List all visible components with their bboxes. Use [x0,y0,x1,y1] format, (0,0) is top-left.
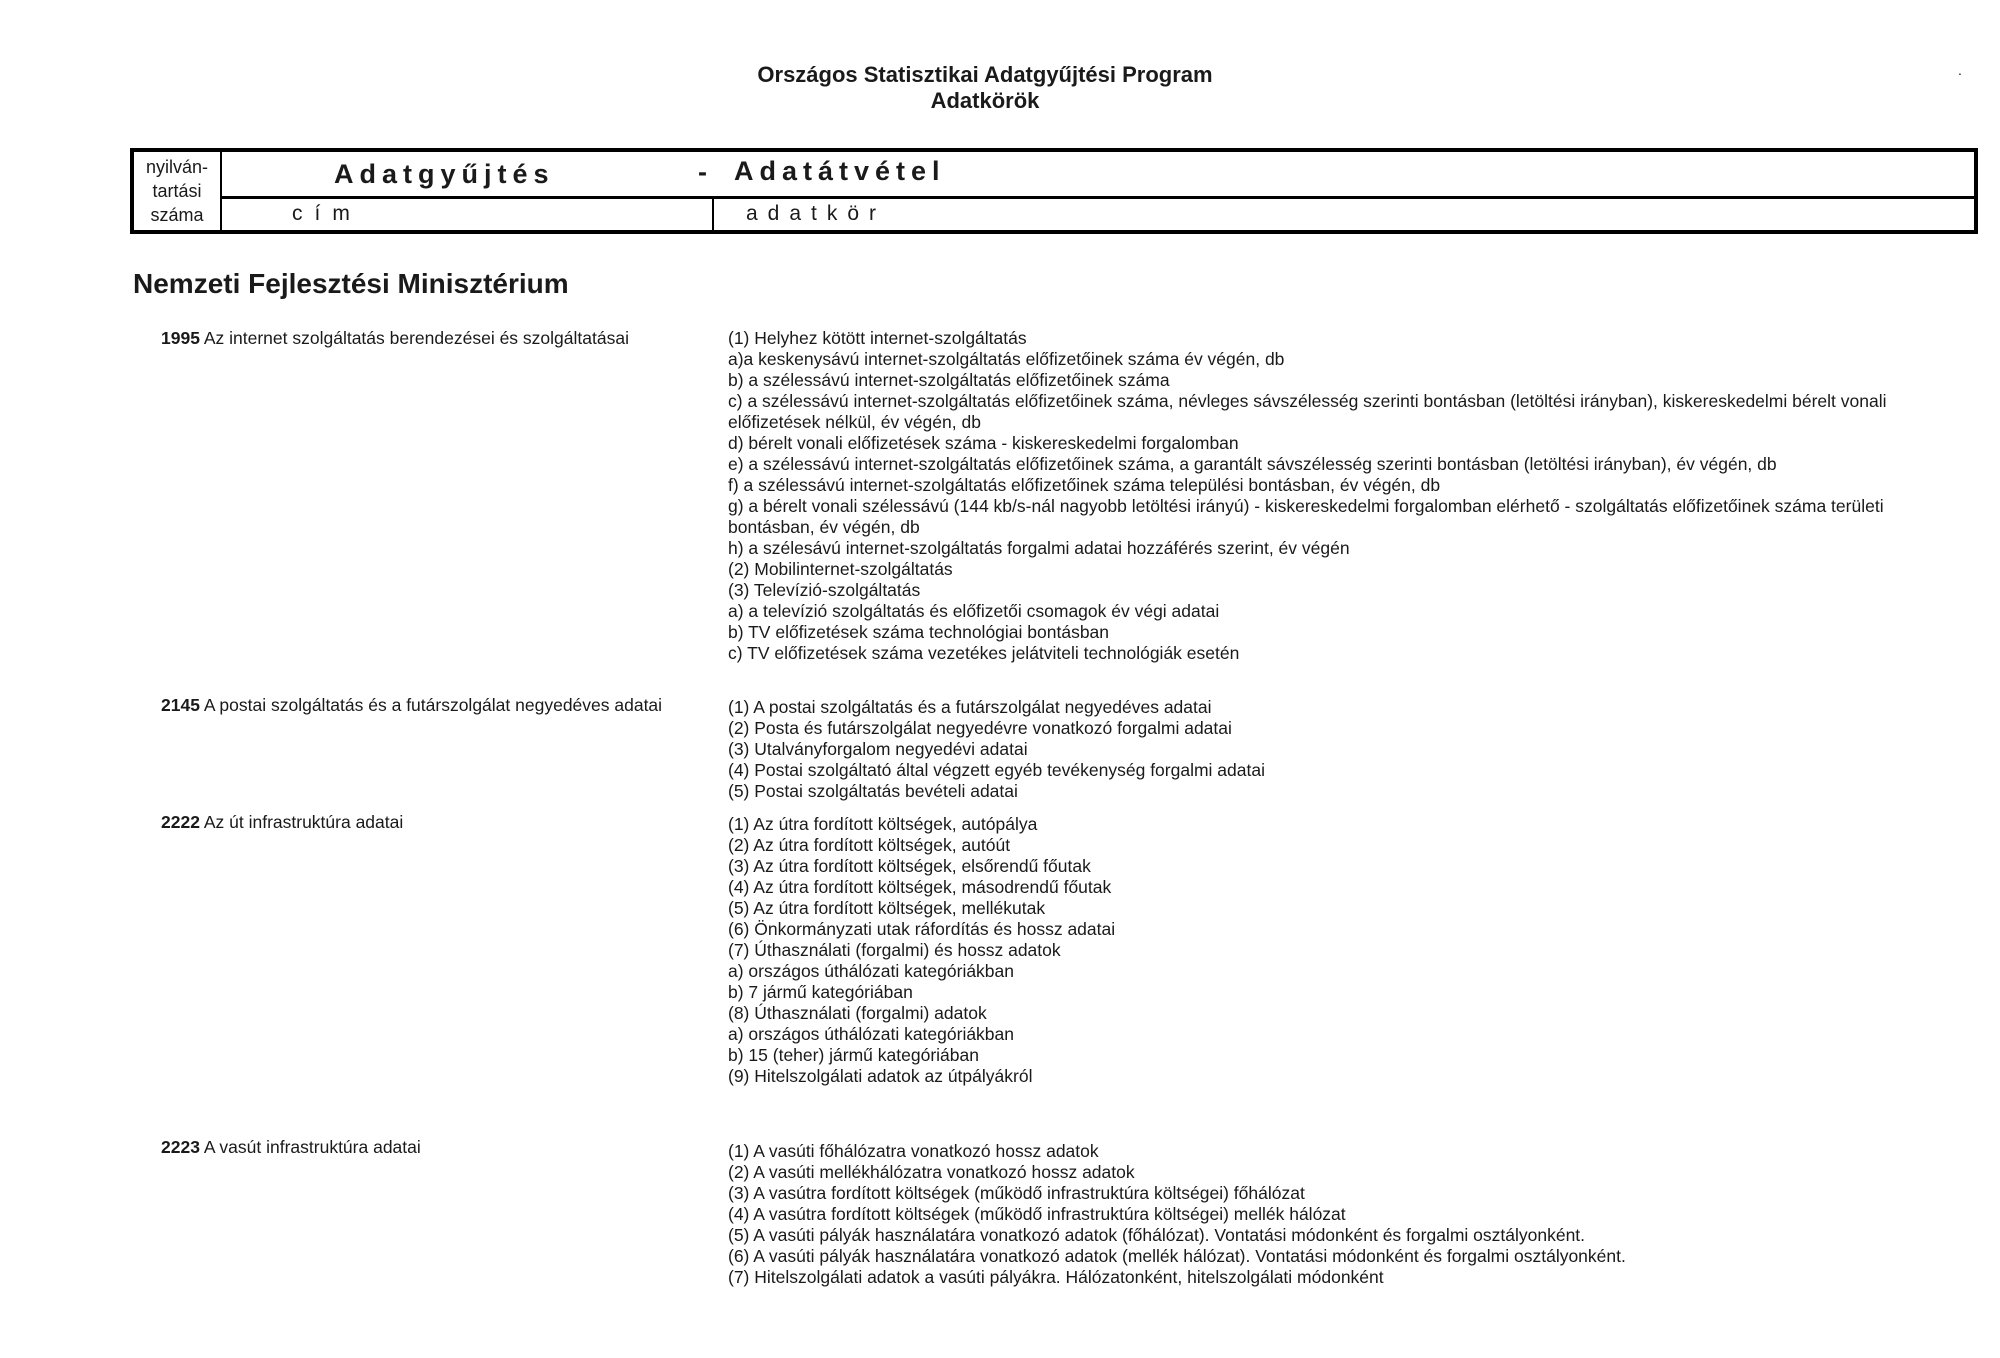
title-column-label: cím [292,202,362,225]
registration-number-label: nyilván- tartási száma [134,152,222,230]
transfer-label: Adatátvétel [734,156,946,186]
list-item: (5) A vasúti pályák használatára vonatkozó adatok (főhálózat). Vontatási módonként és forgalmi osztályonként. [728,1225,1586,1245]
table-header [130,148,1978,234]
header-divider-horizontal [222,196,1974,199]
list-item: (3) A vasútra fordított költségek (működő infrastruktúra költségei) főhálózat [728,1183,1305,1203]
list-item: c) a szélessávú internet-szolgáltatás előfizetőinek száma, névleges sávszélesség szerinti bontásban (letöltési irányban), kiskereskedelmi bérelt vonali előfizetések nélkül, év végén, db [728,391,1887,432]
list-item: (2) A vasúti mellékhálózatra vonatkozó hossz adatok [728,1162,1135,1182]
list-item: (6) Önkormányzati utak ráfordítás és hossz adatai [728,919,1116,939]
list-item: a) a televízió szolgáltatás és előfizetői csomagok év végi adatai [728,601,1220,621]
entry-title: A vasút infrastruktúra adatai [203,1137,421,1157]
list-item: b) a szélessávú internet-szolgáltatás előfizetőinek száma [728,370,1170,390]
list-item: g) a bérelt vonali szélessávú (144 kb/s-nál nagyobb letöltési irányú) - kiskereskedelmi forgalomban elérhető - szolgáltatás előfizetőinek száma területi bontásban, év végén, db [728,496,1884,537]
list-item: (4) Postai szolgáltató által végzett egyéb tevékenység forgalmi adatai [728,760,1265,780]
list-item: (6) A vasúti pályák használatára vonatkozó adatok (mellék hálózat). Vontatási módonként és forgalmi osztályonként. [728,1246,1626,1266]
entry-2222-items [728,814,1968,1087]
title-line-1: Országos Statisztikai Adatgyűjtési Program [757,62,1213,87]
list-item: (7) Hitelszolgálati adatok a vasúti pályákra. Hálózatonként, hitelszolgálati módonként [728,1267,1384,1287]
entry-2145-title [161,695,662,716]
list-item: (4) Az útra fordított költségek, másodrendű főutak [728,877,1112,897]
list-item: f) a szélessávú internet-szolgáltatás előfizetőinek száma települési bontásban, év végén, db [728,475,1441,495]
entry-1995-items [728,328,1968,664]
list-item: (4) A vasútra fordított költségek (működő infrastruktúra költségei) mellék hálózat [728,1204,1346,1224]
entry-title: Az út infrastruktúra adatai [203,812,404,832]
header-separator: - [698,157,707,187]
list-item: (2) Az útra fordított költségek, autóút [728,835,1011,855]
scope-column-label: adatkör [746,202,887,225]
list-item: (1) A postai szolgáltatás és a futárszolgálat negyedéves adatai [728,697,1212,717]
list-item: (3) Az útra fordított költségek, elsőrendű főutak [728,856,1091,876]
entry-2223-items [728,1141,1968,1288]
ministry-heading: Nemzeti Fejlesztési Minisztérium [133,268,569,299]
list-item: b) TV előfizetések száma technológiai bontásban [728,622,1110,642]
entry-2222-title [161,812,403,833]
list-item: (3) Televízió-szolgáltatás [728,580,921,600]
list-item: (5) Postai szolgáltatás bevételi adatai [728,781,1018,801]
list-item: (9) Hitelszolgálati adatok az útpályákról [728,1066,1033,1086]
list-item: e) a szélessávú internet-szolgáltatás előfizetőinek száma, a garantált sávszélesség szerinti bontásban (letöltési irányban), év végén, db [728,454,1777,474]
list-item: a) országos úthálózati kategóriákban [728,1024,1015,1044]
entry-title: Az internet szolgáltatás berendezései és szolgáltatásai [203,328,629,348]
list-item: a)a keskenysávú internet-szolgáltatás előfizetőinek száma év végén, db [728,349,1285,369]
list-item: (2) Mobilinternet-szolgáltatás [728,559,953,579]
list-item: (2) Posta és futárszolgálat negyedévre vonatkozó forgalmi adatai [728,718,1232,738]
list-item: (7) Úthasználati (forgalmi) és hossz adatok [728,940,1061,960]
list-item: d) bérelt vonali előfizetések száma - kiskereskedelmi forgalomban [728,433,1239,453]
entry-code: 2222 [161,812,200,832]
list-item: b) 15 (teher) jármű kategóriában [728,1045,979,1065]
list-item: (1) A vasúti főhálózatra vonatkozó hossz adatok [728,1141,1099,1161]
entry-2223-title [161,1137,421,1158]
list-item: (1) Helyhez kötött internet-szolgáltatás [728,328,1027,348]
list-item: h) a szélesávú internet-szolgáltatás forgalmi adatai hozzáférés szerint, év végén [728,538,1350,558]
entry-code: 1995 [161,328,200,348]
entry-code: 2145 [161,695,200,715]
entry-title: A postai szolgáltatás és a futárszolgálat negyedéves adatai [203,695,663,715]
list-item: c) TV előfizetések száma vezetékes jelátviteli technológiák esetén [728,643,1240,663]
list-item: a) országos úthálózati kategóriákban [728,961,1015,981]
collection-label: Adatgyűjtés [334,159,555,189]
list-item: (8) Úthasználati (forgalmi) adatok [728,1003,987,1023]
title-line-2: Adatkörök [930,88,1040,113]
corner-mark: . [1958,62,1962,78]
page-title [0,62,1970,114]
header-divider-vertical [712,198,714,230]
list-item: (5) Az útra fordított költségek, mellékutak [728,898,1046,918]
list-item: b) 7 jármű kategóriában [728,982,913,1002]
list-item: (1) Az útra fordított költségek, autópálya [728,814,1038,834]
entry-1995-title [161,328,629,349]
list-item: (3) Utalványforgalom negyedévi adatai [728,739,1028,759]
entry-code: 2223 [161,1137,200,1157]
entry-2145-items [728,697,1968,802]
